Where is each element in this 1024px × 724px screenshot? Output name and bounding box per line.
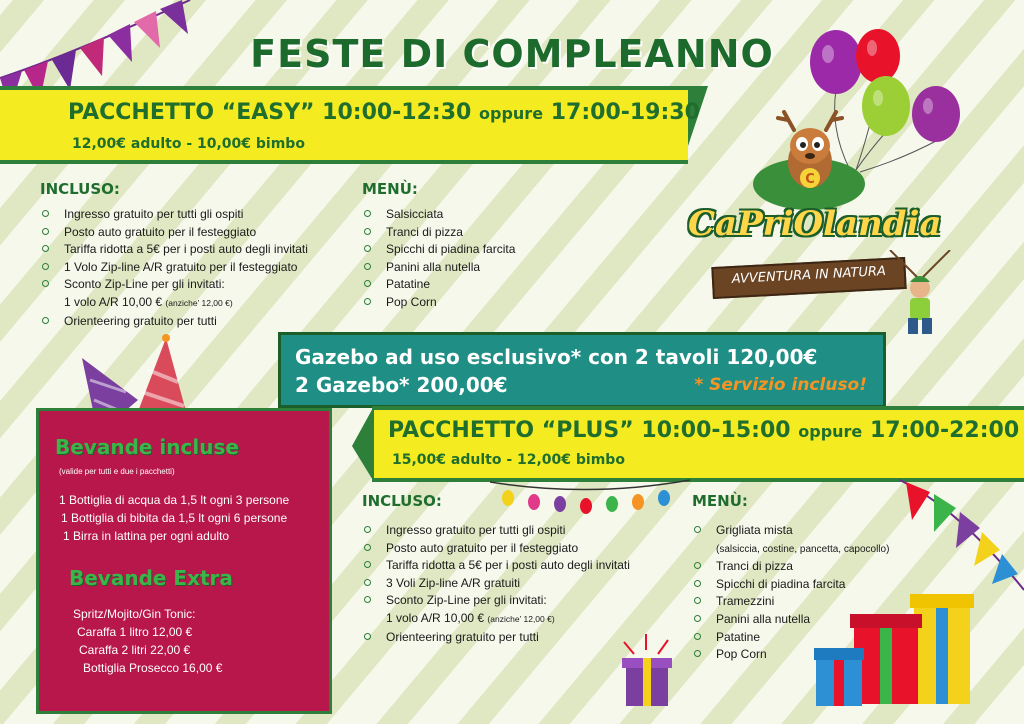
- list-item: Sconto Zip-Line per gli invitati:: [40, 276, 308, 294]
- logo-slogan: AVVENTURA IN NATURA: [731, 263, 887, 288]
- easy-package-title: PACCHETTO “EASY” 10:00-12:30 oppure 17:00-19:30: [68, 100, 700, 125]
- logo-badge: C: [805, 172, 815, 187]
- list-item: Spicchi di piadina farcita: [692, 576, 889, 594]
- list-item: Sconto Zip-Line per gli invitati:: [362, 592, 630, 610]
- plus-included-list: [362, 522, 630, 646]
- service-included-note: * Servizio incluso!: [694, 375, 867, 395]
- list-item: Tranci di pizza: [362, 224, 515, 242]
- list-item-continuation: 1 volo A/R 10,00 € (anziche’ 12,00 €): [64, 294, 233, 309]
- band-ribbon-tail: [688, 86, 708, 164]
- list-item: Tranci di pizza: [692, 558, 889, 576]
- drink-line: Bottiglia Prosecco 16,00 €: [83, 661, 223, 675]
- logo-name: CaPriOlandia: [688, 204, 942, 244]
- drink-line: Caraffa 1 litro 12,00 €: [77, 625, 193, 639]
- drink-line: Caraffa 2 litri 22,00 €: [79, 643, 191, 657]
- list-item: Salsicciata: [362, 206, 515, 224]
- string-lights-icon: [490, 474, 690, 524]
- list-item: Panini alla nutella: [362, 259, 515, 277]
- list-item: Patatine: [362, 276, 515, 294]
- list-item: Pop Corn: [692, 646, 889, 664]
- drink-line: 1 Birra in lattina per ogni adulto: [63, 529, 230, 543]
- drink-line: 1 Bottiglia di acqua da 1,5 lt ogni 3 persone: [59, 493, 290, 507]
- drinks-included-note: (valide per tutti e due i pacchetti): [59, 467, 175, 476]
- band-ribbon-tail: [352, 406, 374, 482]
- list-item: 1 Volo Zip-line A/R gratuito per il festeggiato: [40, 259, 308, 277]
- gazebo-line-2: 2 Gazebo* 200,00€: [295, 373, 508, 397]
- easy-included-list: [40, 206, 308, 330]
- list-item: Grigliata mista: [692, 522, 889, 540]
- list-item: Ingresso gratuito per tutti gli ospiti: [362, 522, 630, 540]
- gazebo-line-1: Gazebo ad uso esclusivo* con 2 tavoli 120,00€: [295, 345, 818, 369]
- list-item: Orienteering gratuito per tutti: [40, 313, 308, 331]
- gazebo-offer-box: [278, 332, 886, 408]
- easy-menu-heading: MENÙ:: [362, 180, 418, 198]
- plus-menu-heading: MENÙ:: [692, 492, 748, 510]
- easy-menu-list: [362, 206, 515, 312]
- list-item-continuation: (salsiccia, costine, pancetta, capocollo): [716, 543, 890, 555]
- page-title: FESTE DI COMPLEANNO: [250, 32, 774, 76]
- logo-slogan-board: [711, 257, 906, 299]
- list-item: Posto auto gratuito per il festeggiato: [40, 224, 308, 242]
- plus-included-heading: INCLUSO:: [362, 492, 442, 510]
- list-item: Ingresso gratuito per tutti gli ospiti: [40, 206, 308, 224]
- plus-package-title: PACCHETTO “PLUS” 10:00-15:00 oppure 17:00-22:00: [388, 418, 1020, 443]
- drinks-extra-heading: Bevande Extra: [69, 566, 233, 590]
- easy-package-price: 12,00€ adulto - 10,00€ bimbo: [72, 136, 305, 152]
- list-item: Tramezzini: [692, 593, 889, 611]
- drink-line: 1 Bottiglia di bibita da 1,5 lt ogni 6 persone: [61, 511, 288, 525]
- easy-included-heading: INCLUSO:: [40, 180, 120, 198]
- list-item: 3 Voli Zip-line A/R gratuiti: [362, 575, 630, 593]
- gift-boxes-icon: [814, 580, 984, 710]
- list-item: Posto auto gratuito per il festeggiato: [362, 540, 630, 558]
- list-item: Tariffa ridotta a 5€ per i posti auto degli invitati: [40, 241, 308, 259]
- kid-on-zipline-icon: [880, 250, 960, 340]
- list-item: Tariffa ridotta a 5€ per i posti auto degli invitati: [362, 557, 630, 575]
- plus-package-price: 15,00€ adulto - 12,00€ bimbo: [392, 452, 625, 468]
- drinks-included-heading: Bevande incluse: [55, 435, 239, 459]
- list-item: Spicchi di piadina farcita: [362, 241, 515, 259]
- list-item: Patatine: [692, 629, 889, 647]
- list-item: Orienteering gratuito per tutti: [362, 629, 630, 647]
- list-item: Panini alla nutella: [692, 611, 889, 629]
- drinks-box: [36, 408, 332, 714]
- list-item: Pop Corn: [362, 294, 515, 312]
- drink-line: Spritz/Mojito/Gin Tonic:: [73, 607, 196, 621]
- list-item-continuation: 1 volo A/R 10,00 € (anziche’ 12,00 €): [386, 610, 555, 625]
- gift-boxes-icon: [612, 632, 682, 712]
- easy-package-band: [0, 86, 688, 164]
